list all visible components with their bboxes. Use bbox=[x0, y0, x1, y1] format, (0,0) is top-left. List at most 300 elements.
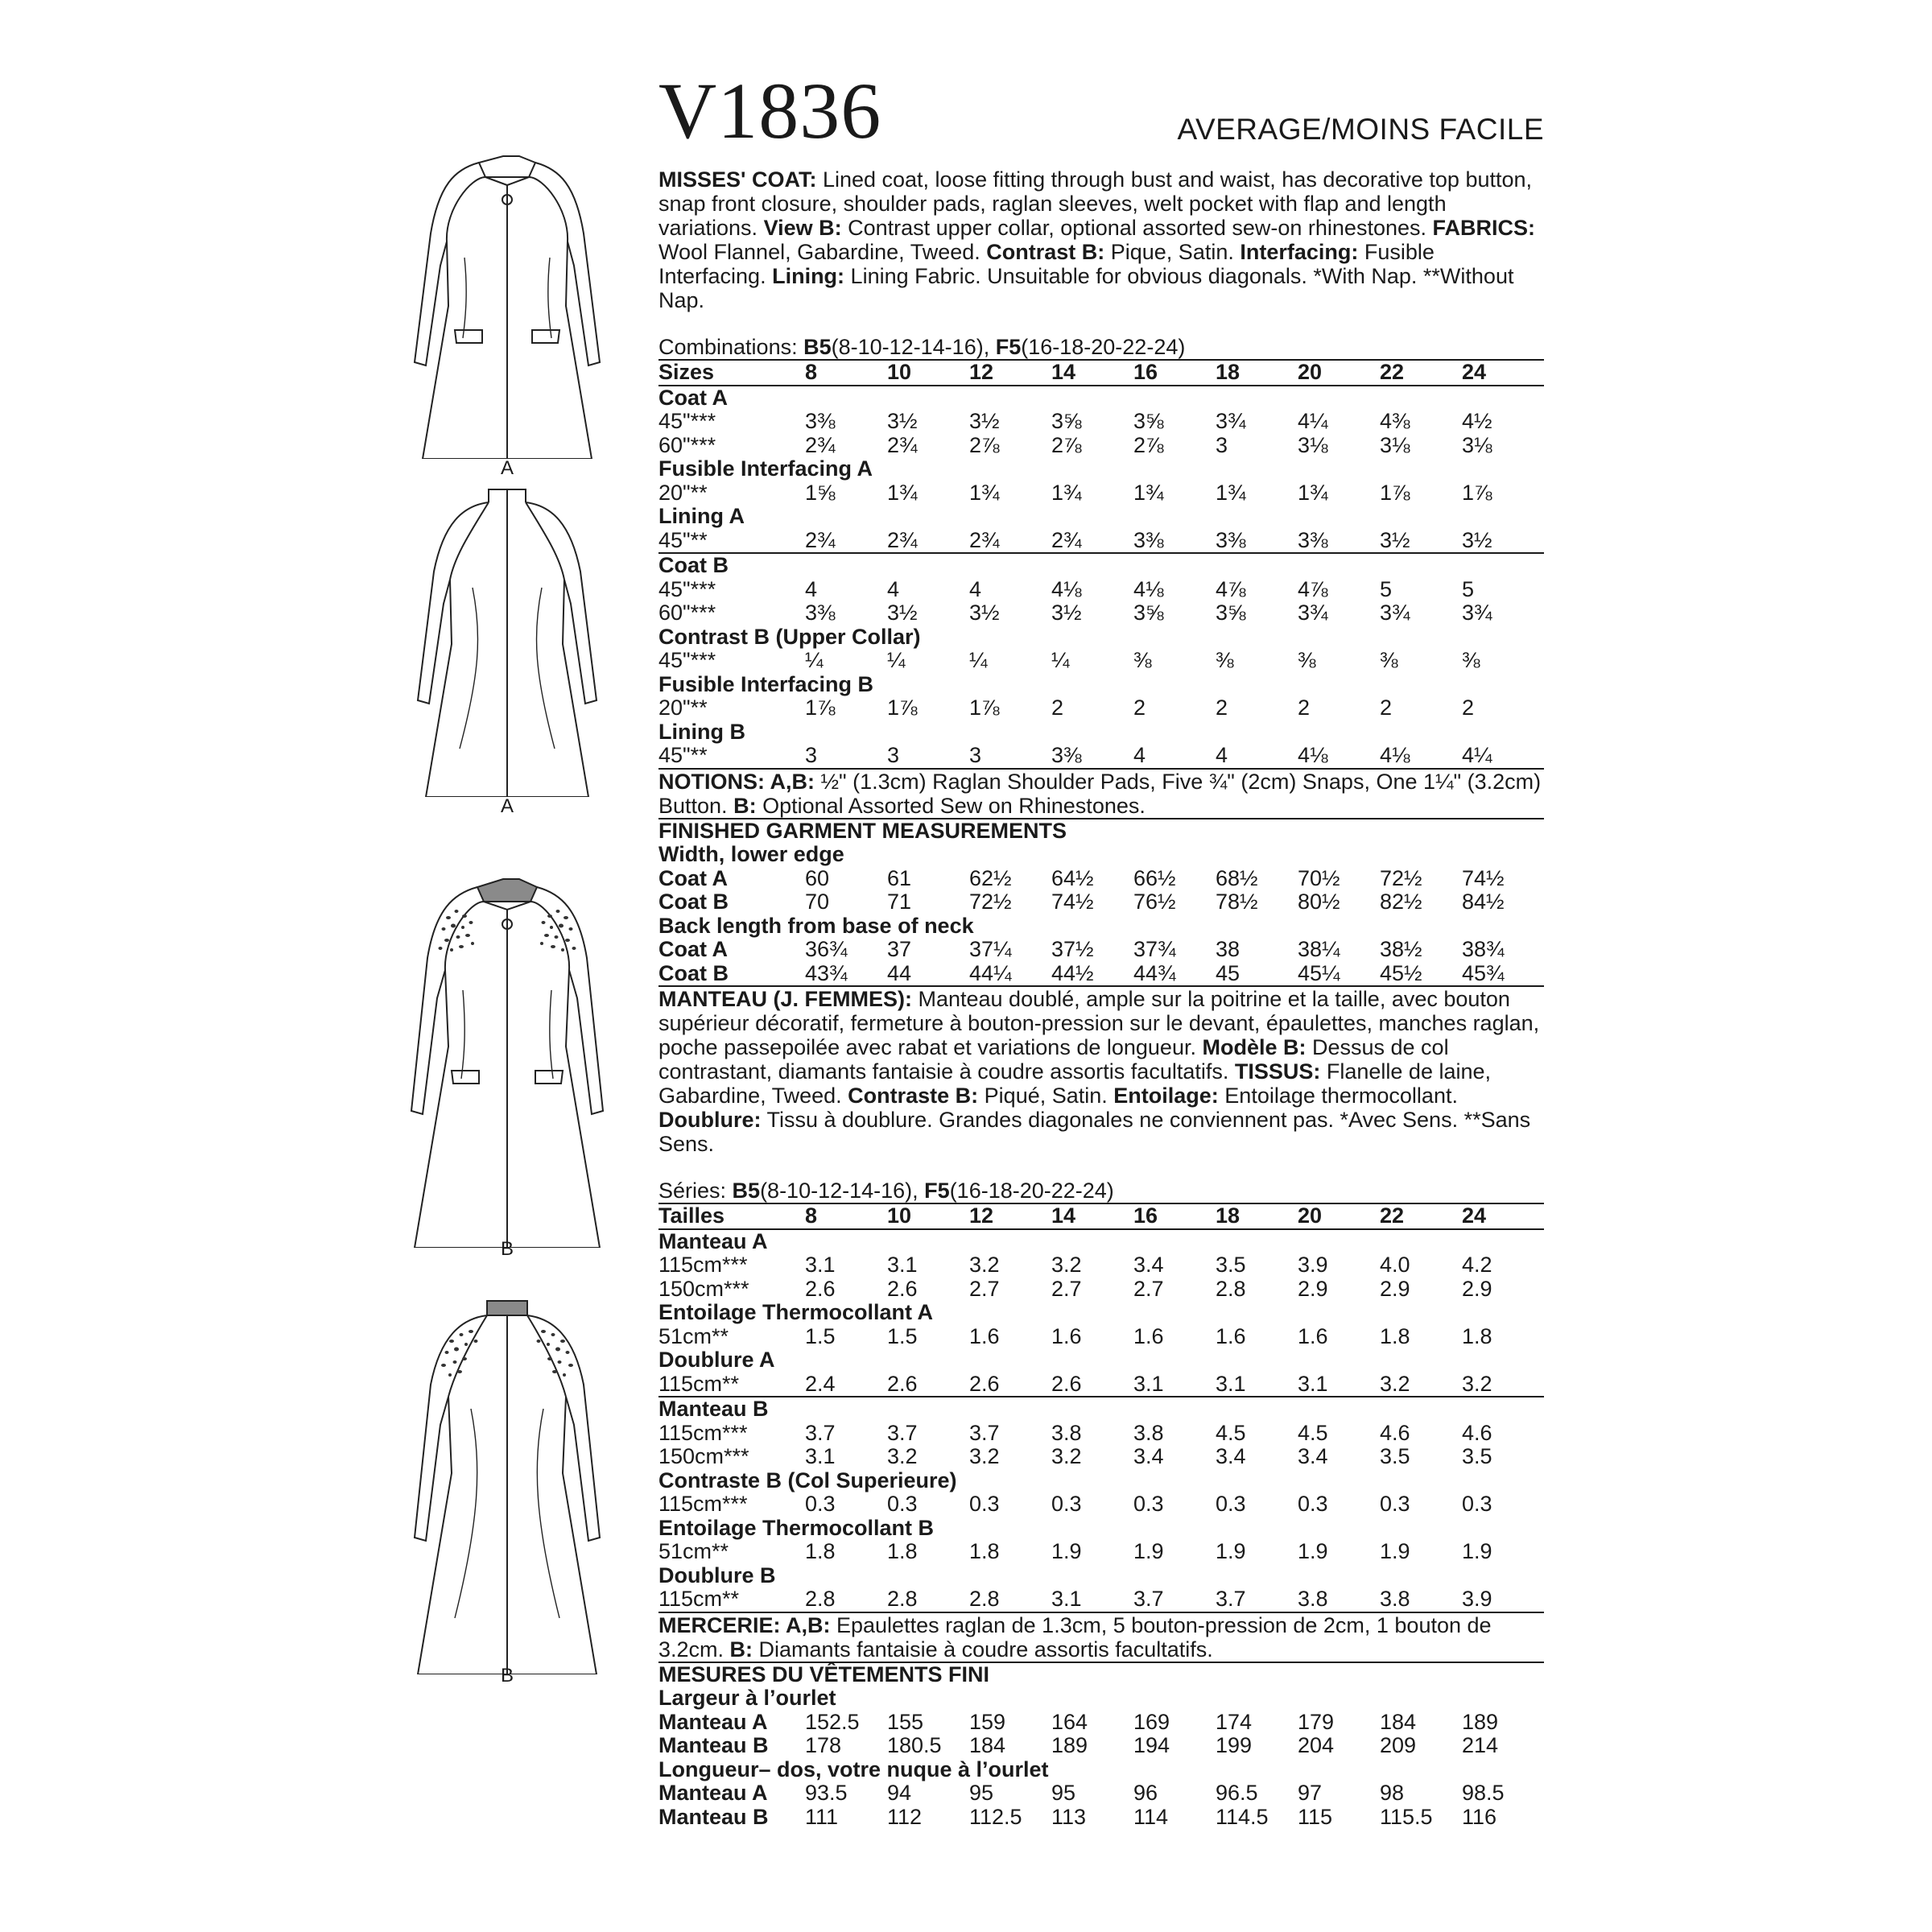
measure-value: 189 bbox=[1051, 1733, 1088, 1757]
measure-value: 114 bbox=[1133, 1804, 1169, 1829]
measure-label: Coat A bbox=[658, 865, 728, 890]
sizes-label: Tailles bbox=[658, 1203, 805, 1229]
measure-value: 112.5 bbox=[969, 1804, 1022, 1829]
measure-value: 115.5 bbox=[1380, 1804, 1433, 1829]
measure-value: 66½ bbox=[1133, 865, 1176, 890]
section-heading bbox=[658, 673, 1544, 697]
sketch-view-a-back bbox=[398, 483, 616, 817]
measure-value: 184 bbox=[1380, 1709, 1417, 1734]
bold-label: Interfacing: bbox=[1240, 240, 1359, 264]
body-text: Contrast upper collar, optional assorted sew-on rhinestones. bbox=[841, 216, 1433, 240]
bold-label: Doublure: bbox=[658, 1108, 762, 1132]
measure-row bbox=[658, 890, 1544, 914]
measure-value: 45 bbox=[1216, 962, 1298, 987]
value-cell: 3.5 bbox=[1380, 1444, 1410, 1468]
notions bbox=[658, 770, 1544, 818]
value-cell: 2.7 bbox=[1133, 1276, 1164, 1301]
body-text: Wool Flannel, Gabardine, Tweed. bbox=[658, 240, 987, 264]
value-cell: 3¾ bbox=[1462, 601, 1492, 625]
row-label: 115cm*** bbox=[658, 1420, 748, 1445]
body-text: Pique, Satin. bbox=[1104, 240, 1241, 264]
table-row bbox=[658, 744, 1544, 769]
bold-label: TISSUS: bbox=[1234, 1059, 1321, 1084]
value-cell: 2.8 bbox=[887, 1587, 969, 1612]
measure-label: Manteau B bbox=[658, 1804, 769, 1829]
table-row bbox=[658, 1422, 1544, 1446]
body-text: Optional Assorted Sew on Rhinestones. bbox=[756, 793, 1146, 818]
value-cell: 3⅝ bbox=[1216, 601, 1246, 625]
value-cell: 3.7 bbox=[805, 1420, 836, 1445]
measure-row bbox=[658, 1734, 1544, 1758]
value-cell: 1.8 bbox=[969, 1539, 1000, 1563]
value-cell: 1¾ bbox=[887, 480, 918, 505]
combo-code: F5 bbox=[995, 335, 1022, 359]
measure-value: 204 bbox=[1298, 1733, 1335, 1757]
value-cell: 3.7 bbox=[1133, 1587, 1216, 1612]
value-cell: ⅜ bbox=[1133, 648, 1152, 672]
value-cell: ⅜ bbox=[1298, 648, 1316, 672]
value-cell: 4 bbox=[1216, 744, 1298, 769]
size-cell: 16 bbox=[1133, 360, 1216, 386]
body-text: Tissu à doublure. Grandes diagonales ne conviennent pas. *Avec Sens. **Sans Sens. bbox=[658, 1108, 1531, 1156]
value-cell: 2.6 bbox=[969, 1373, 1051, 1397]
section-heading bbox=[658, 625, 1544, 650]
body-text: Manteau doublé, ample sur la poitrine et la taille, avec bouton supérieur décoratif, fermeture à bouton-pression sur le devant, épaulettes, manches raglan, poche passepoilée avec rabat et variations de longueur. bbox=[658, 987, 1540, 1059]
bold-label: Lining: bbox=[772, 264, 845, 288]
measure-heading-row bbox=[658, 1758, 1544, 1782]
value-cell: 1.6 bbox=[1051, 1323, 1082, 1348]
measure-row bbox=[658, 1781, 1544, 1806]
description bbox=[658, 987, 1544, 1156]
measure-value: 80½ bbox=[1298, 890, 1340, 914]
value-cell: 3.4 bbox=[1133, 1253, 1164, 1277]
value-cell: 2.8 bbox=[805, 1587, 887, 1612]
measure-value: 44¼ bbox=[969, 962, 1051, 987]
value-cell: 4⅛ bbox=[1380, 744, 1462, 769]
header bbox=[658, 66, 1544, 167]
measure-value: 44 bbox=[887, 962, 969, 987]
value-cell: 3½ bbox=[887, 409, 918, 433]
value-cell: 4 bbox=[887, 576, 900, 601]
value-cell: 1.9 bbox=[1133, 1539, 1164, 1563]
pattern-info bbox=[658, 66, 1544, 1829]
value-cell: 1.8 bbox=[1462, 1323, 1492, 1348]
value-cell: 3 bbox=[1216, 432, 1228, 457]
section-title: Doublure B bbox=[658, 1563, 776, 1587]
size-cell: 20 bbox=[1298, 360, 1380, 386]
measure-heading: Back length from base of neck bbox=[658, 913, 974, 938]
value-cell: 2¾ bbox=[1051, 529, 1133, 554]
rhinestones-right bbox=[540, 910, 576, 952]
row-label: 60"*** bbox=[658, 432, 716, 457]
bold-label: MISSES' COAT: bbox=[658, 167, 817, 192]
size-cell: 22 bbox=[1380, 360, 1462, 386]
coat-a-front-drawing bbox=[398, 145, 616, 459]
value-cell: 5 bbox=[1380, 576, 1393, 601]
measure-value: 164 bbox=[1051, 1709, 1088, 1734]
value-cell: 2.6 bbox=[1051, 1373, 1133, 1397]
measure-value: 44½ bbox=[1051, 962, 1133, 987]
section-title: Fusible Interfacing B bbox=[658, 671, 874, 696]
value-cell: 2¾ bbox=[887, 432, 918, 457]
value-cell: 4.5 bbox=[1216, 1420, 1246, 1445]
body-text: Lining Fabric. Unsuitable for obvious diagonals. *With Nap. **Without Nap. bbox=[658, 264, 1514, 312]
value-cell: 2⅞ bbox=[969, 432, 1000, 457]
measure-value: 169 bbox=[1133, 1709, 1170, 1734]
value-cell: 2 bbox=[1462, 696, 1475, 720]
measure-heading: Width, lower edge bbox=[658, 842, 844, 866]
value-cell: 4.0 bbox=[1380, 1253, 1410, 1277]
value-cell: ¼ bbox=[1051, 648, 1070, 672]
value-cell: 3¾ bbox=[1298, 601, 1328, 625]
size-cell: 16 bbox=[1133, 1203, 1216, 1229]
measure-value: 45¼ bbox=[1298, 962, 1380, 987]
measure-value: 76½ bbox=[1133, 890, 1176, 914]
size-cell: 8 bbox=[805, 360, 887, 386]
value-cell: 1⅝ bbox=[805, 480, 836, 505]
value-cell: 2 bbox=[1380, 696, 1393, 720]
value-cell: ⅜ bbox=[1462, 648, 1480, 672]
value-cell: 3½ bbox=[887, 601, 918, 625]
section-heading bbox=[658, 1229, 1544, 1254]
french-section bbox=[658, 987, 1544, 1829]
value-cell: 1⅞ bbox=[805, 696, 836, 720]
sketch-label: A bbox=[500, 457, 514, 479]
size-cell: 18 bbox=[1216, 360, 1298, 386]
value-cell: 3½ bbox=[1380, 529, 1462, 554]
measure-value: 72½ bbox=[1380, 865, 1422, 890]
value-cell: 3.2 bbox=[1051, 1253, 1082, 1277]
value-cell: 0.3 bbox=[805, 1492, 836, 1516]
measure-value: 155 bbox=[887, 1709, 924, 1734]
value-cell: 2.8 bbox=[1216, 1276, 1246, 1301]
bold-label: B: bbox=[733, 793, 757, 818]
value-cell: 0.3 bbox=[1216, 1492, 1246, 1516]
combo-code: B5 bbox=[803, 335, 832, 359]
value-cell: 2 bbox=[1298, 696, 1311, 720]
row-label: 51cm** bbox=[658, 1539, 729, 1563]
value-cell: 3.2 bbox=[969, 1253, 1000, 1277]
section-title: Entoilage Thermocollant A bbox=[658, 1300, 934, 1324]
measure-value: 184 bbox=[969, 1733, 1006, 1757]
table-row bbox=[658, 1587, 1544, 1612]
value-cell: 3.1 bbox=[805, 1253, 836, 1277]
size-cell: 10 bbox=[887, 1203, 969, 1229]
value-cell: 3.9 bbox=[1298, 1253, 1328, 1277]
value-cell: 4 bbox=[805, 576, 818, 601]
measure-value: 36¾ bbox=[805, 937, 848, 961]
measure-value: 114.5 bbox=[1216, 1804, 1269, 1829]
value-cell: 2.9 bbox=[1380, 1276, 1410, 1301]
coat-b-front-drawing bbox=[398, 869, 616, 1248]
combinations bbox=[658, 1179, 1544, 1203]
table-row bbox=[658, 434, 1544, 458]
table-row bbox=[658, 1325, 1544, 1349]
row-label: 20"** bbox=[658, 480, 708, 505]
value-cell: 0.3 bbox=[887, 1492, 918, 1516]
measure-value: 96 bbox=[1133, 1781, 1158, 1805]
value-cell: 1¾ bbox=[1216, 480, 1246, 505]
table-row bbox=[658, 1492, 1544, 1517]
measure-value: 38¼ bbox=[1298, 937, 1340, 961]
value-cell: 3.1 bbox=[1216, 1373, 1298, 1397]
measure-value: 38¾ bbox=[1462, 937, 1505, 961]
value-cell: 3¾ bbox=[1216, 409, 1246, 433]
value-cell: 0.3 bbox=[1462, 1492, 1492, 1516]
value-cell: 4.6 bbox=[1380, 1420, 1410, 1445]
value-cell: 4 bbox=[969, 576, 982, 601]
combo-range: (8-10-12-14-16), bbox=[760, 1179, 925, 1203]
value-cell: 0.3 bbox=[1051, 1492, 1082, 1516]
measure-row bbox=[658, 1806, 1544, 1830]
value-cell: 1.5 bbox=[887, 1323, 918, 1348]
measure-value: 214 bbox=[1462, 1733, 1499, 1757]
sizes-header bbox=[658, 360, 1544, 386]
section-heading bbox=[658, 720, 1544, 745]
value-cell: 2¾ bbox=[969, 529, 1051, 554]
measure-value: 93.5 bbox=[805, 1781, 848, 1805]
value-cell: 3⅛ bbox=[1462, 432, 1492, 457]
measure-value: 70 bbox=[805, 890, 830, 914]
value-cell: 1.9 bbox=[1298, 1539, 1328, 1563]
sizes-label: Sizes bbox=[658, 360, 805, 386]
body-text: Piqué, Satin. bbox=[978, 1084, 1114, 1108]
measure-row bbox=[658, 867, 1544, 891]
value-cell: 4.6 bbox=[1462, 1420, 1492, 1445]
value-cell: 3.4 bbox=[1216, 1444, 1246, 1468]
row-label: 45"** bbox=[658, 744, 805, 769]
value-cell: 1.8 bbox=[887, 1539, 918, 1563]
measure-value: 84½ bbox=[1462, 890, 1505, 914]
section-title: Entoilage Thermocollant B bbox=[658, 1515, 935, 1540]
value-cell: 3⅜ bbox=[1051, 744, 1133, 769]
value-cell: 4¼ bbox=[1298, 409, 1328, 433]
value-cell: ¼ bbox=[969, 648, 988, 672]
body-text: Fusible Interfacing. bbox=[658, 240, 1435, 288]
value-cell: 2 bbox=[1133, 696, 1146, 720]
value-cell: 4⅜ bbox=[1380, 409, 1410, 433]
value-cell: 3.8 bbox=[1051, 1420, 1082, 1445]
measure-value: 68½ bbox=[1216, 865, 1258, 890]
row-label: 45"*** bbox=[658, 576, 716, 601]
value-cell: 2.6 bbox=[805, 1276, 836, 1301]
value-cell: 2¾ bbox=[887, 529, 969, 554]
measure-value: 152.5 bbox=[805, 1709, 860, 1734]
sketch-view-b-back bbox=[398, 1296, 616, 1686]
value-cell: 3.1 bbox=[887, 1253, 918, 1277]
body-text: Epaulettes raglan de 1.3cm, 5 bouton-pression de 2cm, 1 bouton de 3.2cm. bbox=[658, 1612, 1492, 1662]
measure-value: 209 bbox=[1380, 1733, 1417, 1757]
combo-code: F5 bbox=[924, 1179, 950, 1203]
measure-value: 78½ bbox=[1216, 890, 1258, 914]
notions bbox=[658, 1613, 1544, 1662]
measure-heading: Longueur– dos, votre nuque à l’ourlet bbox=[658, 1757, 1049, 1781]
value-cell: 2 bbox=[1051, 696, 1064, 720]
value-cell: ¼ bbox=[887, 648, 906, 672]
value-cell: ¼ bbox=[805, 648, 824, 672]
value-cell: 1.6 bbox=[969, 1323, 1000, 1348]
measure-row bbox=[658, 938, 1544, 962]
size-cell: 10 bbox=[887, 360, 969, 386]
value-cell: 4.5 bbox=[1298, 1420, 1328, 1445]
value-cell: 3⅝ bbox=[1133, 601, 1164, 625]
sketch-label: A bbox=[500, 795, 514, 817]
measure-value: 111 bbox=[805, 1804, 839, 1829]
value-cell: 4¼ bbox=[1462, 744, 1544, 769]
coat-a-back-drawing bbox=[398, 483, 616, 797]
value-cell: 1.6 bbox=[1298, 1323, 1328, 1348]
english-section bbox=[658, 167, 1544, 987]
body-text: Dessus de col contrastant, diamants fantaisie à coudre assortis facultatifs. bbox=[658, 1035, 1449, 1084]
row-label: 60"*** bbox=[658, 601, 716, 625]
bold-label: FABRICS: bbox=[1432, 216, 1535, 240]
section-title: Contrast B (Upper Collar) bbox=[658, 624, 921, 649]
value-cell: 3.5 bbox=[1462, 1444, 1492, 1468]
measure-value: 179 bbox=[1298, 1709, 1335, 1734]
value-cell: 2¾ bbox=[805, 529, 887, 554]
size-cell: 14 bbox=[1051, 360, 1133, 386]
value-cell: 3⅜ bbox=[805, 409, 836, 433]
value-cell: 3½ bbox=[1462, 529, 1544, 554]
value-cell: 3.2 bbox=[1380, 1373, 1462, 1397]
measure-value: 98 bbox=[1380, 1781, 1405, 1805]
section-title: Coat A bbox=[658, 385, 728, 410]
value-cell: 3⅜ bbox=[805, 601, 836, 625]
value-cell: 3.7 bbox=[887, 1420, 918, 1445]
value-cell: 3.2 bbox=[1462, 1373, 1544, 1397]
bold-label: Contrast B: bbox=[986, 240, 1105, 264]
measure-value: 159 bbox=[969, 1709, 1006, 1734]
measure-value: 115 bbox=[1298, 1804, 1333, 1829]
measure-value: 116 bbox=[1462, 1804, 1497, 1829]
measure-label: Manteau A bbox=[658, 1709, 768, 1734]
measure-value: 37 bbox=[887, 937, 912, 961]
measure-heading: Largeur à l’ourlet bbox=[658, 1686, 836, 1710]
yardage-table bbox=[658, 1203, 1544, 1613]
value-cell: 3⅛ bbox=[1380, 432, 1410, 457]
section-title: Fusible Interfacing A bbox=[658, 456, 873, 481]
measure-value: 178 bbox=[805, 1733, 842, 1757]
combinations bbox=[658, 335, 1544, 359]
value-cell: 0.3 bbox=[969, 1492, 1000, 1516]
measure-value: 95 bbox=[969, 1781, 994, 1805]
table-row bbox=[658, 1373, 1544, 1397]
section-heading bbox=[658, 1397, 1544, 1422]
measure-value: 174 bbox=[1216, 1709, 1253, 1734]
value-cell: ⅜ bbox=[1216, 648, 1234, 672]
pattern-code: V1836 bbox=[658, 66, 882, 155]
combo-range: (8-10-12-14-16), bbox=[831, 335, 996, 359]
value-cell: 3.1 bbox=[805, 1444, 836, 1468]
value-cell: 4½ bbox=[1462, 409, 1492, 433]
body-text: ½" (1.3cm) Raglan Shoulder Pads, Five ¾" (2cm) Snaps, One 1¼" (3.2cm) Button. bbox=[658, 769, 1542, 818]
value-cell: 3 bbox=[969, 744, 1051, 769]
measure-value: 180.5 bbox=[887, 1733, 942, 1757]
value-cell: 0.3 bbox=[1380, 1492, 1410, 1516]
row-label: 115cm*** bbox=[658, 1253, 748, 1277]
value-cell: 0.3 bbox=[1298, 1492, 1328, 1516]
size-cell: 22 bbox=[1380, 1203, 1462, 1229]
finished-title: MESURES DU VÊTEMENTS FINI bbox=[658, 1662, 990, 1686]
section-title: Lining B bbox=[658, 719, 745, 744]
value-cell: 3½ bbox=[969, 601, 1000, 625]
measure-label: Manteau B bbox=[658, 1733, 769, 1757]
measure-value: 95 bbox=[1051, 1781, 1076, 1805]
row-label: 115cm*** bbox=[658, 1492, 748, 1516]
measure-value: 64½ bbox=[1051, 865, 1094, 890]
value-cell: 1.8 bbox=[1380, 1323, 1410, 1348]
value-cell: 2 bbox=[1216, 696, 1228, 720]
row-label: 150cm*** bbox=[658, 1276, 749, 1301]
value-cell: 1.9 bbox=[1051, 1539, 1082, 1563]
coat-b-back-drawing bbox=[398, 1296, 616, 1674]
measure-value: 45½ bbox=[1380, 962, 1462, 987]
row-label: 150cm*** bbox=[658, 1444, 749, 1468]
section-heading bbox=[658, 553, 1544, 578]
value-cell: 1.8 bbox=[805, 1539, 836, 1563]
sketch-label: B bbox=[500, 1238, 514, 1260]
measure-value: 60 bbox=[805, 865, 830, 890]
value-cell: 1.9 bbox=[1380, 1539, 1410, 1563]
size-cell: 18 bbox=[1216, 1203, 1298, 1229]
value-cell: 3.4 bbox=[1133, 1444, 1164, 1468]
sketch-view-a-front bbox=[398, 145, 616, 479]
value-cell: 3.1 bbox=[1298, 1373, 1380, 1397]
body-text: Diamants fantaisie à coudre assortis facultatifs. bbox=[753, 1637, 1213, 1662]
measure-value: 98.5 bbox=[1462, 1781, 1505, 1805]
difficulty-level: AVERAGE/MOINS FACILE bbox=[1177, 113, 1544, 146]
value-cell: 3.1 bbox=[1133, 1373, 1216, 1397]
measure-value: 74½ bbox=[1051, 890, 1094, 914]
sizes-header bbox=[658, 1203, 1544, 1229]
section-title: Coat B bbox=[658, 553, 729, 577]
measure-value: 189 bbox=[1462, 1709, 1499, 1734]
measure-value: 61 bbox=[887, 865, 912, 890]
value-cell: 3½ bbox=[1051, 601, 1082, 625]
finished-title-row bbox=[658, 819, 1544, 844]
value-cell: 3.2 bbox=[887, 1444, 918, 1468]
value-cell: 2.7 bbox=[969, 1276, 1000, 1301]
value-cell: 3⅜ bbox=[1216, 529, 1298, 554]
value-cell: 2.6 bbox=[887, 1373, 969, 1397]
measure-heading-row bbox=[658, 843, 1544, 867]
size-cell: 24 bbox=[1462, 1203, 1544, 1229]
measure-value: 113 bbox=[1051, 1804, 1087, 1829]
measure-value: 37¼ bbox=[969, 937, 1012, 961]
section-heading bbox=[658, 386, 1544, 411]
value-cell: 3⅛ bbox=[1298, 432, 1328, 457]
section-heading bbox=[658, 1348, 1544, 1373]
value-cell: 4⅛ bbox=[1133, 576, 1164, 601]
section-title: Contraste B (Col Superieure) bbox=[658, 1468, 957, 1492]
value-cell: 1.9 bbox=[1216, 1539, 1246, 1563]
bold-label: NOTIONS: A,B: bbox=[658, 769, 815, 794]
table-row bbox=[658, 578, 1544, 602]
row-label: 51cm** bbox=[658, 1323, 729, 1348]
value-cell: 3½ bbox=[969, 409, 1000, 433]
value-cell: 2.6 bbox=[887, 1276, 918, 1301]
value-cell: 5 bbox=[1462, 576, 1475, 601]
bold-label: MANTEAU (J. FEMMES): bbox=[658, 987, 912, 1011]
table-row bbox=[658, 1540, 1544, 1564]
size-cell: 14 bbox=[1051, 1203, 1133, 1229]
value-cell: 3⅜ bbox=[1133, 529, 1216, 554]
row-label: 45"*** bbox=[658, 409, 716, 433]
value-cell: 4⅛ bbox=[1298, 744, 1380, 769]
measure-value: 70½ bbox=[1298, 865, 1340, 890]
body-text: Lined coat, loose fitting through bust and waist, has decorative top button, snap front closure, shoulder pads, raglan sleeves, welt pocket with flap and length variations. bbox=[658, 167, 1533, 240]
sketch-label: B bbox=[500, 1665, 514, 1686]
